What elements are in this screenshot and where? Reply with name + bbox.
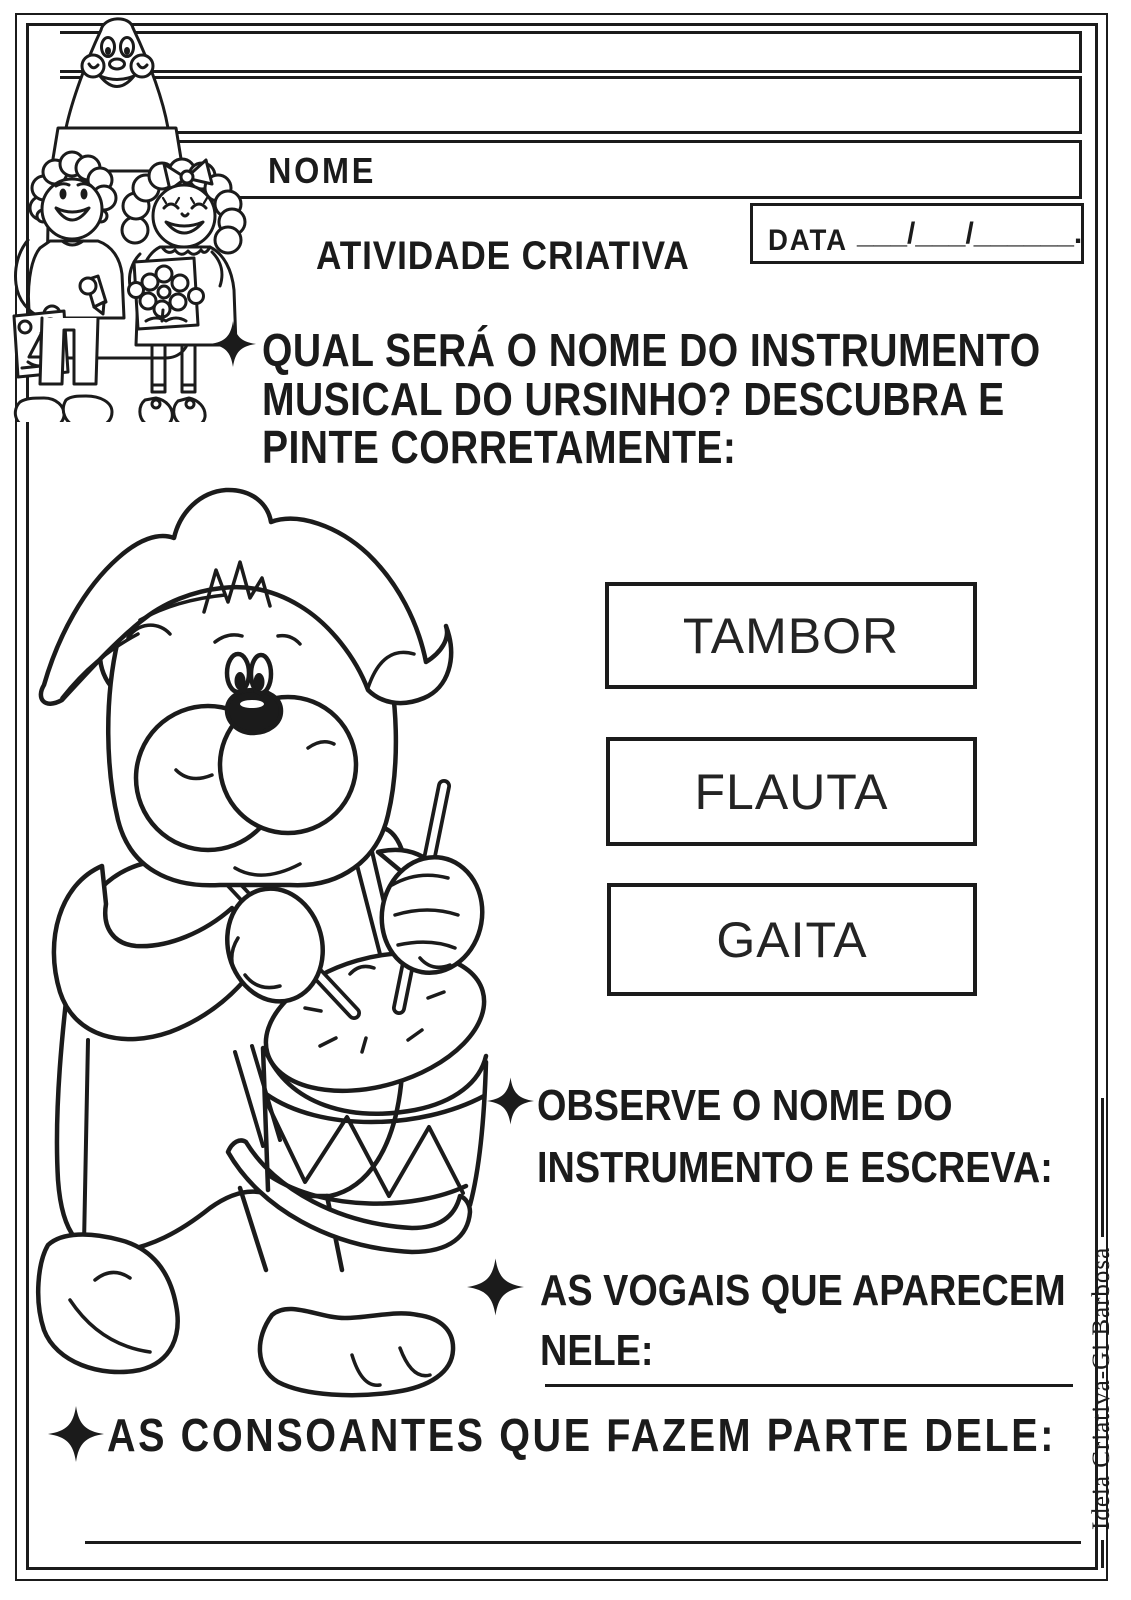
option-box-tambor[interactable] bbox=[605, 582, 977, 689]
four-point-star-icon bbox=[44, 1406, 108, 1462]
credit-text: Ideia Criativa-Gi Barbosa bbox=[1088, 1246, 1115, 1530]
option-box-flauta[interactable] bbox=[606, 737, 977, 846]
bear-right-foot bbox=[260, 1309, 453, 1395]
mascot-boy bbox=[14, 152, 124, 422]
option-label-tambor: TAMBOR bbox=[682, 607, 900, 664]
date-blanks[interactable]: ___/___/______. bbox=[857, 217, 1083, 250]
four-point-star-icon bbox=[210, 320, 256, 368]
bear-head bbox=[41, 490, 451, 885]
name-label: NOME bbox=[268, 150, 376, 191]
option-label-gaita: GAITA bbox=[716, 911, 868, 968]
credit-rule-end bbox=[1101, 1098, 1104, 1237]
vowels-line-2: NELE: bbox=[540, 1326, 654, 1375]
option-label-flauta: FLAUTA bbox=[694, 763, 889, 820]
vowels-answer-line[interactable] bbox=[545, 1384, 1073, 1387]
vowels-line-1: AS VOGAIS QUE APARECEM bbox=[540, 1266, 1066, 1315]
consonants-answer-line[interactable] bbox=[85, 1541, 1081, 1544]
date-label: DATA bbox=[768, 224, 848, 257]
question-line-3: PINTE CORRETAMENTE: bbox=[262, 421, 737, 473]
four-point-star-icon bbox=[467, 1257, 524, 1317]
page-title: ATIVIDADE CRIATIVA bbox=[316, 234, 690, 278]
observe-line-1: OBSERVE O NOME DO bbox=[537, 1081, 953, 1130]
date-box bbox=[750, 203, 1084, 264]
credit-rule-start bbox=[1101, 1540, 1104, 1568]
question-line-2: MUSICAL DO URSINHO? DESCUBRA E bbox=[262, 373, 1005, 425]
question-line-1: QUAL SERÁ O NOME DO INSTRUMENTO bbox=[262, 324, 1041, 376]
four-point-star-icon bbox=[487, 1076, 534, 1126]
bear-nose bbox=[227, 690, 281, 733]
observe-line-2: INSTRUMENTO E ESCREVA: bbox=[537, 1143, 1053, 1192]
mascot-girl bbox=[122, 159, 245, 422]
credit-strip bbox=[1086, 1098, 1118, 1568]
option-box-gaita[interactable] bbox=[607, 883, 977, 996]
consonants-line: AS CONSOANTES QUE FAZEM PARTE DELE: bbox=[107, 1409, 1056, 1461]
bear-left-foot bbox=[38, 1235, 177, 1373]
